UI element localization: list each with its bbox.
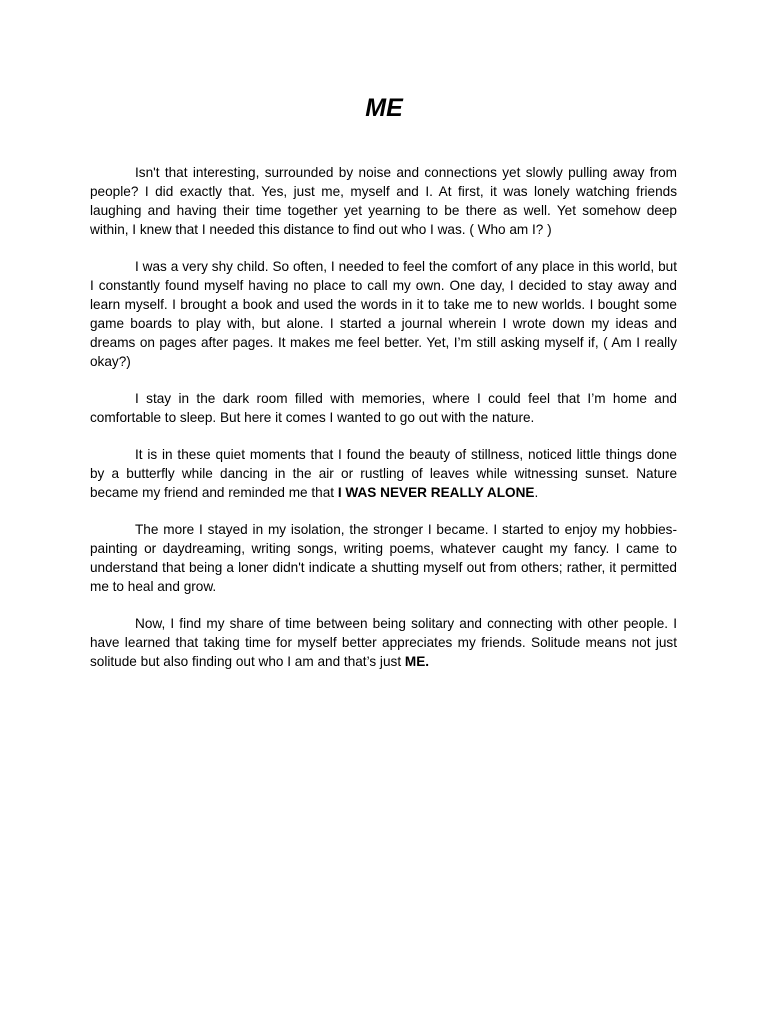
paragraph-4-text: It is in these quiet moments that I found the beauty of stillness, noticed little things done by a butterfly while dancing in the air or rustling of leaves while witnessing sunset. Nature became my friend and reminded me that	[90, 447, 677, 500]
paragraph-5	[90, 520, 677, 596]
paragraph-5-text: The more I stayed in my isolation, the stronger I became. I started to enjoy my hobbies-painting or daydreaming, writing songs, writing poems, whatever caught my fancy. I came to understand that being a loner didn't indicate a shutting myself out from others; rather, it permitted me to heal and grow.	[90, 522, 677, 594]
paragraph-6	[90, 614, 677, 671]
document-title: ME	[365, 94, 403, 122]
paragraph-2	[90, 257, 677, 371]
paragraph-3	[90, 389, 677, 427]
paragraph-2-text: I was a very shy child. So often, I needed to feel the comfort of any place in this world, but I constantly found myself having no place to call my own. One day, I decided to stay away and learn myself. I brought a book and used the words in it to take me to new worlds. I bought some game boards to play with, but alone. I started a journal wherein I wrote down my ideas and dreams on pages after pages. It makes me feel better. Yet, I’m still asking myself if, ( Am I really okay?)	[90, 259, 677, 369]
paragraph-6-emphasis: ME.	[404, 654, 430, 669]
paragraph-4	[90, 445, 677, 502]
paragraph-4-tail: .	[534, 485, 539, 500]
paragraph-6-text: Now, I find my share of time between being solitary and connecting with other people. I have learned that taking time for myself better appreciates my friends. Solitude means not just solitude but also finding out who I am and that’s just	[90, 616, 677, 669]
paragraph-1	[90, 163, 677, 239]
document-body	[90, 163, 677, 689]
paragraph-3-text: I stay in the dark room filled with memories, where I could feel that I’m home and comfortable to sleep. But here it comes I wanted to go out with the nature.	[90, 391, 677, 425]
paragraph-4-emphasis: I WAS NEVER REALLY ALONE	[337, 485, 535, 500]
paragraph-1-text: Isn't that interesting, surrounded by noise and connections yet slowly pulling away from people? I did exactly that. Yes, just me, myself and I. At first, it was lonely watching friends laughing and having their time together yet yearning to be there as well. Yet somehow deep within, I knew that I needed this distance to find out who I was. ( Who am I? )	[90, 165, 677, 237]
